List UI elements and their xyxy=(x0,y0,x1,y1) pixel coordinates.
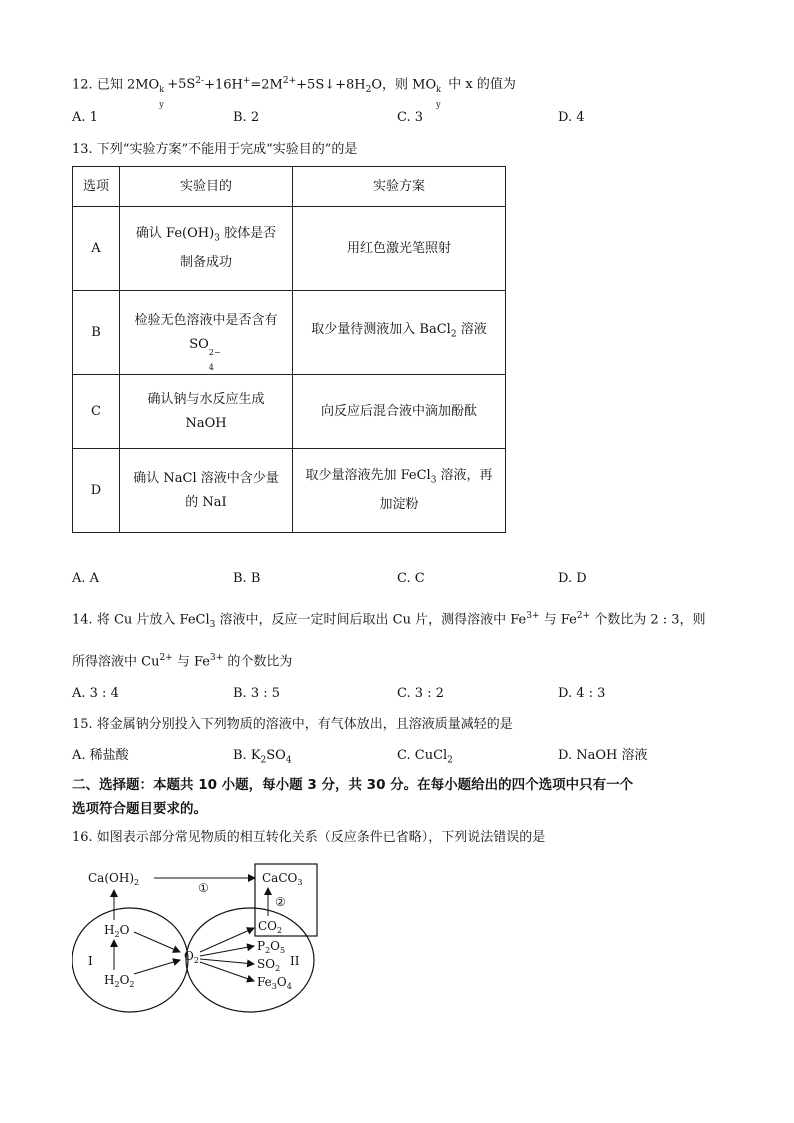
label-o2: $O_2$ xyxy=(184,949,199,965)
q12-text-c: +16H xyxy=(204,77,243,93)
q12-text-e: +5S↓+8H xyxy=(296,77,366,93)
arrow-h2o2-to-o2 xyxy=(134,960,180,974)
experiment-table xyxy=(72,166,506,533)
arrow-h2o-to-o2 xyxy=(134,932,180,952)
arrow-o2-to-so2 xyxy=(200,959,254,964)
label-p2o5: $P_2O_5$ xyxy=(257,939,286,955)
q15-option-d[interactable]: D. NaOH 溶液 xyxy=(558,748,648,763)
row-a-option: A xyxy=(73,207,120,291)
q13-option-b[interactable]: B. B xyxy=(233,571,261,586)
section2-heading-line2: 选项符合题目要求的。 xyxy=(72,801,207,817)
header-plan: 实验方案 xyxy=(293,167,506,207)
label-so2: $SO_2$ xyxy=(257,957,281,973)
q12-option-c[interactable]: C. 3 xyxy=(397,110,424,125)
q14-option-c[interactable]: C. 3 : 2 xyxy=(397,686,444,701)
label-caco3: CaCO$_3$ xyxy=(262,871,303,887)
q16-stem: 16. 如图表示部分常见物质的相互转化关系（反应条件已省略），下列说法错误的是 xyxy=(72,830,546,845)
q12-s-charge: 2- xyxy=(195,76,205,86)
q12-option-a[interactable]: A. 1 xyxy=(72,110,98,125)
row-a-plan: 用红色激光笔照射 xyxy=(293,207,506,291)
table-row-c xyxy=(73,375,506,449)
header-option: 选项 xyxy=(73,167,120,207)
q13-option-a[interactable]: A. A xyxy=(72,571,100,586)
row-c-option: C xyxy=(73,375,120,449)
q12-number: 12. xyxy=(72,77,93,93)
row-d-plan: 取少量溶液先加 FeCl$_3$ 溶液，再 加淀粉 xyxy=(293,449,506,533)
arrow-o2-to-p2o5 xyxy=(200,946,254,956)
row-a-aim: 确认 $Fe(OH)_3$ 胶体是否 制备成功 xyxy=(120,207,293,291)
q12-option-b[interactable]: B. 2 xyxy=(233,110,260,125)
arrow-o2-to-fe3o4 xyxy=(200,962,254,981)
q12-option-d[interactable]: D. 4 xyxy=(558,110,585,125)
q14-line2: 所得溶液中 $Cu^{2+}$ 与 $Fe^{3+}$ 的个数比为 xyxy=(72,653,293,670)
q14-option-a[interactable]: A. 3 : 4 xyxy=(72,686,119,701)
label-co2: $CO_2$ xyxy=(258,919,283,935)
label-fe3o4: $Fe_3O_4$ xyxy=(257,975,292,991)
q15-option-a[interactable]: A. 稀盐酸 xyxy=(72,748,129,763)
row-d-aim: 确认 NaCl 溶液中含少量 的 NaI xyxy=(120,449,293,533)
q12-stem: 12. 已知 2MO k y $+5S^{2-}+16H^+=2M^{2+}+5S↓+8H_2O$，则 MO k y 中 x 的值为 xyxy=(72,76,516,110)
label-h2o: $H_2O$ xyxy=(104,923,130,939)
q12-text-a: 已知 2MO xyxy=(96,77,160,93)
q12-h2o-sub: 2 xyxy=(365,84,372,95)
q13-option-d[interactable]: D. D xyxy=(558,571,587,586)
q15-option-c[interactable]: C. CuCl$_2$ xyxy=(397,748,453,766)
header-aim: 实验目的 xyxy=(120,167,293,207)
label-circle-2: ② xyxy=(275,895,286,909)
q13-option-c[interactable]: C. C xyxy=(397,571,425,586)
q12-h-charge: + xyxy=(242,76,251,86)
q12-text-d: =2M xyxy=(250,77,283,93)
q13-stem: 13. 下列“实验方案”不能用于完成“实验目的”的是 xyxy=(72,142,358,157)
row-b-aim: 检验无色溶液中是否含有 SO 2− 4 xyxy=(120,291,293,375)
label-II: II xyxy=(290,954,300,968)
q12-text-f: O，则 MO xyxy=(371,77,437,93)
row-b-option: B xyxy=(73,291,120,375)
arrow-o2-to-co2 xyxy=(200,928,254,952)
row-b-plan: 取少量待测液加入 BaCl$_2$ 溶液 xyxy=(293,291,506,375)
table-row-b xyxy=(73,291,506,375)
table-row-a xyxy=(73,207,506,291)
q12-text-g: 中 x 的值为 xyxy=(444,77,516,93)
row-c-aim: 确认钠与水反应生成 NaOH xyxy=(120,375,293,449)
row-c-plan: 向反应后混合液中滴加酚酞 xyxy=(293,375,506,449)
label-ca-oh2: $Ca(OH)_2$ xyxy=(88,871,140,887)
q12-m-charge: 2+ xyxy=(282,76,297,86)
q12-text-b: +5S xyxy=(167,77,196,93)
section2-heading-line1: 二、选择题：本题共 10 小题，每小题 3 分，共 30 分。在每小题给出的四个选项中只有一个 xyxy=(72,777,634,793)
q15-stem: 15. 将金属钠分别投入下列物质的溶液中，有气体放出，且溶液质量减轻的是 xyxy=(72,717,513,732)
label-h2o2: $H_2O_2$ xyxy=(104,973,135,989)
table-row-d xyxy=(73,449,506,533)
label-circle-1: ① xyxy=(198,881,209,895)
row-d-option: D xyxy=(73,449,120,533)
q14-line1: 14. 将 Cu 片放入 FeCl$_3$ 溶液中，反应一定时间后取出 Cu 片，测得溶液中 $Fe^{3+}$ 与 $Fe^{2+}$ 个数比为 2 : 3，则 xyxy=(72,611,706,630)
q14-option-d[interactable]: D. 4 : 3 xyxy=(558,686,606,701)
table-header-row xyxy=(73,167,506,207)
q14-option-b[interactable]: B. 3 : 5 xyxy=(233,686,281,701)
label-I: I xyxy=(88,954,93,968)
q15-option-b[interactable]: B. $K_2SO_4$ xyxy=(233,748,292,766)
conversion-diagram xyxy=(72,858,332,1018)
